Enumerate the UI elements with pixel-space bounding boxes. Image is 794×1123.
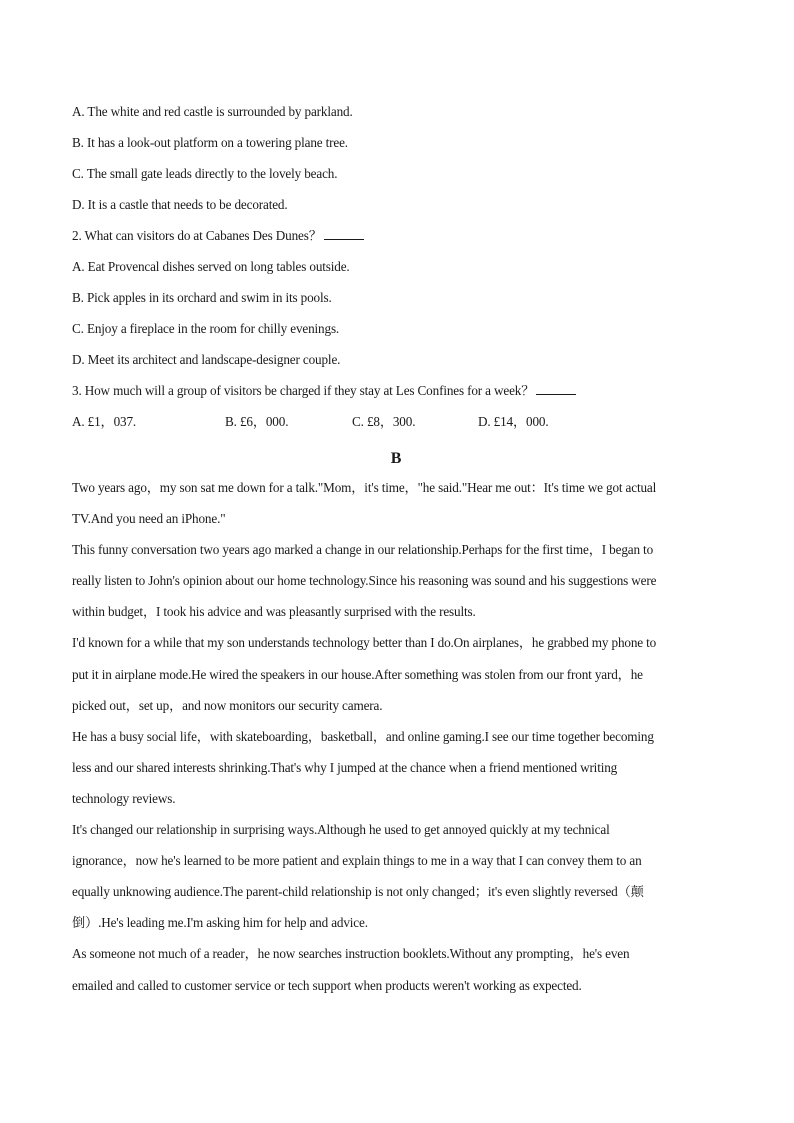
option-3b: B. £6，000.	[225, 414, 289, 429]
question-1-options	[72, 101, 720, 225]
passage-line: I'd known for a while that my son understands technology better than I do.On airplanes，he grabbed my phone to	[72, 635, 657, 651]
passage-line: less and our shared interests shrinking.That's why I jumped at the chance when a friend mentioned writing	[72, 759, 618, 775]
question-3-text: 3. How much will a group of visitors be charged if they stay at Les Confines for a week？	[72, 383, 535, 398]
option-1a: A. The white and red castle is surrounded by parkland.	[72, 104, 353, 119]
question-2-stem	[72, 225, 720, 256]
section-b-passage	[72, 477, 720, 1006]
option-2b: B. Pick apples in its orchard and swim in its pools.	[72, 290, 332, 305]
passage-line: equally unknowing audience.The parent-child relationship is not only changed；it's even slightly reversed（颠	[72, 884, 644, 900]
document-content	[72, 101, 720, 1006]
passage-line: He has a busy social life，with skateboarding，basketball，and online gaming.I see our time together becoming	[72, 728, 654, 744]
question-2-text: 2. What can visitors do at Cabanes Des Dunes？	[72, 228, 322, 243]
passage-line: really listen to John's opinion about our home technology.Since his reasoning was sound and his suggestions were	[72, 573, 657, 589]
passage-line: ignorance，now he's learned to be more patient and explain things to me in a way that I can convey them to an	[72, 853, 642, 869]
option-1b: B. It has a look-out platform on a towering plane tree.	[72, 135, 348, 150]
passage-line: emailed and called to customer service or tech support when products weren't working as expected.	[72, 977, 582, 993]
question-2	[72, 225, 720, 380]
passage-line: picked out，set up，and now monitors our security camera.	[72, 697, 383, 713]
option-3d: D. £14，000.	[478, 414, 549, 429]
question-3	[72, 380, 720, 442]
passage-line: Two years ago，my son sat me down for a talk."Mom，it's time，"he said."Hear me out：It's time we got actual	[72, 480, 657, 495]
passage-line: put it in airplane mode.He wired the speakers in our house.After something was stolen from our front yard，he	[72, 666, 643, 682]
option-2d: D. Meet its architect and landscape-designer couple.	[72, 352, 341, 367]
option-2a: A. Eat Provencal dishes served on long tables outside.	[72, 259, 350, 274]
section-b-heading: B	[390, 450, 402, 467]
option-1d: D. It is a castle that needs to be decorated.	[72, 197, 288, 212]
question-3-options	[72, 411, 720, 442]
option-2c: C. Enjoy a fireplace in the room for chilly evenings.	[72, 321, 340, 336]
question-3-stem	[72, 380, 720, 411]
option-3a: A. £1，037.	[72, 414, 137, 429]
passage-line: technology reviews.	[72, 790, 176, 806]
passage-line: It's changed our relationship in surprising ways.Although he used to get annoyed quickly at my technical	[72, 822, 610, 838]
passage-line: within budget，I took his advice and was pleasantly surprised with the results.	[72, 604, 476, 620]
passage-line: TV.And you need an iPhone."	[72, 511, 226, 527]
passage-line: As someone not much of a reader，he now searches instruction booklets.Without any prompting，he's even	[72, 946, 630, 962]
answer-blank	[324, 226, 364, 240]
passage-line: 倒）.He's leading me.I'm asking him for help and advice.	[72, 915, 368, 931]
passage-line: This funny conversation two years ago marked a change in our relationship.Perhaps for the first time，I began to	[72, 542, 654, 558]
option-1c: C. The small gate leads directly to the lovely beach.	[72, 166, 338, 181]
option-3c: C. £8，300.	[352, 414, 416, 429]
answer-blank	[536, 381, 576, 395]
